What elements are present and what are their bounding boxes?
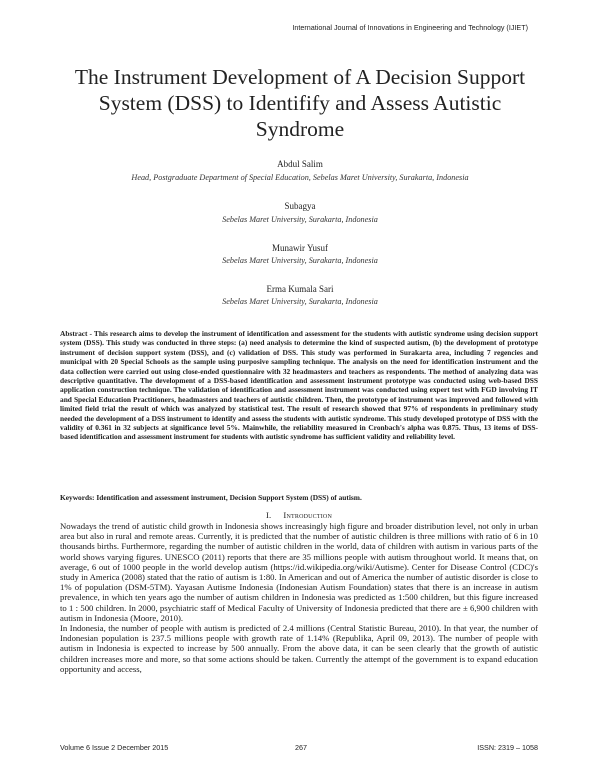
paragraph: Nowadays the trend of autistic child growth in Indonesia shows increasingly high figure and broader distribution level, not only in urban area but also in rural and remote areas. Currently, it is predicted that the number of autistic children is three millions with ratio of 6 in 10 thousands births. Furthermore, regarding the number of autistic children in the world, data of children with autism in various parts of the world shows varying figures. UNESCO (2011) reports that there are 35 millions people with autism throughout world. It means that, on average, 6 out of 1000 people in the world develop autism (https://id.wikipedia.org/wiki/Autisme). Center for Disease Control (CDC)'s study in America (2008) stated that the ratio of autism is 1:80. In American and out of America the number of autistic disorder is close to 1% of population (DSM-5TM). Yayasan Autisme Indonesia (Indonesian Autism Foundation) states that there is an increase in autism prevalence, in which ten years ago the number of autism children in Indonesia was predicted as 1:500 children, but this figure increased to 1 : 500 children. In 2000, psychiatric staff of Medical Faculty of University of Indonesia predicted that there are ± 6,900 children with autism in Indonesia (Moore, 2010).: [60, 521, 538, 623]
author-name: Erma Kumala Sari: [266, 284, 334, 294]
footer-page-number: 267: [295, 743, 307, 752]
author-affiliation: Head, Postgraduate Department of Special Education, Sebelas Maret University, Surakarta, Indonesia: [131, 173, 469, 182]
body-text: [60, 521, 538, 674]
author-affiliation: Sebelas Maret University, Surakarta, Indonesia: [222, 297, 378, 306]
author-name: Subagya: [284, 201, 316, 211]
paragraph: In Indonesia, the number of people with autism is predicted of 2.4 millions (Central Statistic Bureau, 2010). In that year, the number of Indonesian population is 237.5 millions people with growth rate of 1.14% (Republika, April 09, 2013). The number of people with autism in Indonesia is expected to increase by 500 annually. From the above data, it can be seen clearly that the growth of autistic children increases more and more, so that some actions should be taken. Currently the attempt of the government is to expand education opportunity and access,: [60, 623, 538, 674]
author-name: Munawir Yusuf: [272, 243, 328, 253]
section-heading: [60, 510, 538, 520]
journal-header: International Journal of Innovations in Engineering and Technology (IJIET): [292, 23, 528, 32]
footer-issn: ISSN: 2319 – 1058: [477, 743, 538, 752]
section-number: I.: [265, 510, 272, 520]
keywords: Keywords: Identification and assessment instrument, Decision Support System (DSS) of autism.: [60, 493, 362, 502]
author-affiliation: Sebelas Maret University, Surakarta, Indonesia: [222, 256, 378, 265]
author-affiliation: Sebelas Maret University, Surakarta, Indonesia: [222, 215, 378, 224]
section-title: Introduction: [283, 510, 332, 520]
paper-title: The Instrument Development of A Decision Support System (DSS) to Identifify and Assess Autistic Syndrome: [74, 65, 526, 141]
footer-volume: Volume 6 Issue 2 December 2015: [60, 743, 169, 752]
author-name: Abdul Salim: [277, 159, 323, 169]
abstract: Abstract - This research aims to develop the instrument of identification and assessment for the students with autistic syndrome using decision support system (DSS). This study was conducted in three steps: (a) need analysis to determine the kind of suspected autism, (b) the development of prototype instrument of decision support system (DSS), and (c) validation of DSS. This study was performed in Surakarta area, including 7 regencies and municipal with 20 Special Schools as the sample using purposive sampling technique. The analysis on the need for identification instrument and the data collection were carried out using close-ended questionnaire with 32 headmasters and teachers as respondents. The method of analyzing data was descriptive quantitative. The development of a DSS-based identification and assessment instrument prototype was conducted using web-based DSS application construction technique. The validation of identification and assessment instrument was conducted using expert test with FGD involving IT and Special Education Practitioners, headmasters and teachers of autistic children. Then, the prototype of instrument was improved and followed with limited field trial the result of which was analyzed by statistical test. The result of research showed that 97% of respondents in preliminary study needed the development of a DSS instrument to identify and assess the students with autistic syndrome. This study developed prototype of DSS with the validity of 0.361 in 32 subjects at significance level 5%. Mainwhile, the reliability measured in Cronbach's alpha was 0.875. Thus, 13 items of DSS-based identification and assessment instrument for students with autistic syndrome has sufficient validity and reliability level.: [60, 329, 538, 442]
